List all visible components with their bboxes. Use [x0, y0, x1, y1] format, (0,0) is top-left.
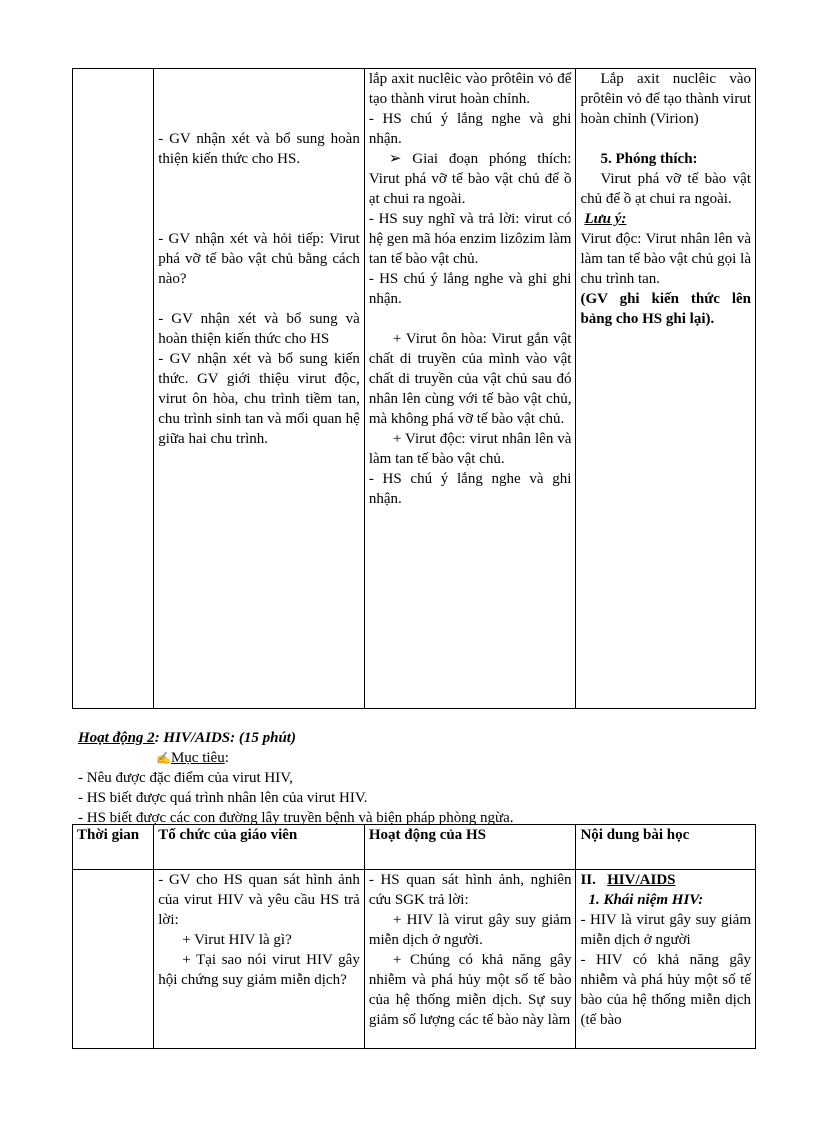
student-note: + Chúng có khả năng gây nhiễm và phá hủy một số tế bào của hệ thống miễn dịch. Sự suy giảm số lượng các tế bào này làm	[368, 952, 572, 1028]
header-content: Nội dung bài học	[576, 825, 756, 870]
activity-section	[78, 728, 758, 828]
content-text: Virut phá vỡ tế bào vật chủ để ồ ạt chui ra ngoài.	[580, 171, 751, 207]
content-text: Lắp axit nuclêic vào prôtêin vỏ để tạo thành virut hoàn chỉnh (Virion)	[580, 71, 751, 127]
content-heading: II. HIV/AIDS	[580, 872, 676, 888]
student-activity-cell	[364, 69, 576, 709]
teacher-note: - GV nhận xét và bổ sung hoàn thiện kiến thức cho HS.	[158, 131, 360, 167]
goal-item: - Nêu được đặc điểm của virut HIV,	[78, 770, 293, 786]
student-activity-cell	[364, 870, 576, 1049]
header-time: Thời gian	[73, 825, 154, 870]
table-header-row	[73, 825, 756, 870]
goal-label: Mục tiêu	[170, 750, 225, 766]
content-text: - HIV có khả năng gây nhiễm và phá hủy một số tế bào của hệ thống miễn dịch (tế bào	[580, 952, 751, 1028]
teacher-activity-cell	[154, 870, 365, 1049]
goal-heading: ✍Mục tiêu:	[156, 750, 229, 766]
table-row	[73, 69, 756, 709]
student-note: - HS chú ý lắng nghe và ghi ghi nhận.	[368, 271, 572, 307]
goal-item: - HS biết được quá trình nhân lên của virut HIV.	[78, 790, 368, 806]
pencil-hand-icon: ✍	[156, 751, 171, 765]
teacher-note: - GV cho HS quan sát hình ảnh của virut HIV và yêu cầu HS trả lời:	[158, 872, 360, 928]
teacher-note: - GV nhận xét và bổ sung kiến thức. GV giới thiệu virut độc, virut ôn hòa, chu trình tiềm tan, chu trình sinh tan và mối quan hệ giữa hai chu trình.	[158, 351, 360, 447]
activity-heading	[78, 728, 758, 748]
lesson-content-cell	[576, 69, 756, 709]
arrow-bullet-icon: ➢	[388, 151, 402, 167]
goal-item: - HS biết được các con đường lây truyền bệnh và biện pháp phòng ngừa.	[78, 810, 514, 826]
student-note: - HS suy nghĩ và trả lời: virut có hệ gen mã hóa enzim lizôzim làm tan tế bào vật chủ.	[368, 211, 572, 267]
header-teacher: Tổ chức của giáo viên	[154, 825, 365, 870]
teacher-activity-cell	[154, 69, 365, 709]
lesson-table-continued	[72, 68, 756, 709]
student-note: - HS chú ý lắng nghe và ghi nhận.	[368, 471, 572, 507]
teacher-note: + Tại sao nói virut HIV gây hội chứng suy giảm miễn dịch?	[158, 952, 360, 988]
student-note: ➢ Giai đoạn phóng thích: Virut phá vỡ tế bào vật chủ để ồ ạt chui ra ngoài.	[368, 151, 572, 207]
content-text: Virut độc: Virut nhân lên và làm tan tế bào vật chủ gọi là chu trình tan.	[580, 231, 751, 287]
teacher-note: - GV nhận xét và bổ sung và hoàn thiện kiến thức cho HS	[158, 311, 360, 347]
teacher-note: - GV nhận xét và hỏi tiếp: Virut phá vỡ tế bào vật chủ bằng cách nào?	[158, 231, 360, 287]
header-student: Hoạt động của HS	[364, 825, 576, 870]
content-subheading: 1. Khái niệm HIV:	[588, 892, 704, 908]
student-note: lắp axit nuclêic vào prôtêin vỏ để tạo thành virut hoàn chỉnh.	[368, 71, 572, 107]
student-note: - HS chú ý lắng nghe và ghi nhận.	[368, 111, 572, 147]
time-cell	[73, 870, 154, 1049]
content-text: - HIV là virut gây suy giảm miễn dịch ở người	[580, 912, 751, 948]
note-label: Lưu ý:	[584, 211, 627, 227]
student-note: + Virut ôn hòa: Virut gắn vật chất di truyền của mình vào vật chất di truyền của vật chủ sau đó nhân lên cùng với tế bào vật chủ, mà không phá vỡ tế bào vật chủ.	[368, 331, 572, 427]
activity-title: : HIV/AIDS: (15 phút)	[154, 730, 296, 746]
student-note: + HIV là virut gây suy giảm miễn dịch ở người.	[368, 912, 572, 948]
student-note: - HS quan sát hình ảnh, nghiên cứu SGK trả lời:	[368, 872, 572, 908]
activity-label: Hoạt động 2	[78, 730, 155, 746]
student-note: + Virut độc: virut nhân lên và làm tan tế bào vật chủ.	[368, 431, 572, 467]
teacher-note: + Virut HIV là gì?	[182, 932, 292, 948]
table-row	[73, 870, 756, 1049]
time-cell	[73, 69, 154, 709]
content-heading: 5. Phóng thích:	[600, 151, 698, 167]
lesson-content-cell	[576, 870, 756, 1049]
lesson-table	[72, 824, 756, 1049]
content-text: (GV ghi kiến thức lên bảng cho HS ghi lại).	[580, 291, 751, 327]
